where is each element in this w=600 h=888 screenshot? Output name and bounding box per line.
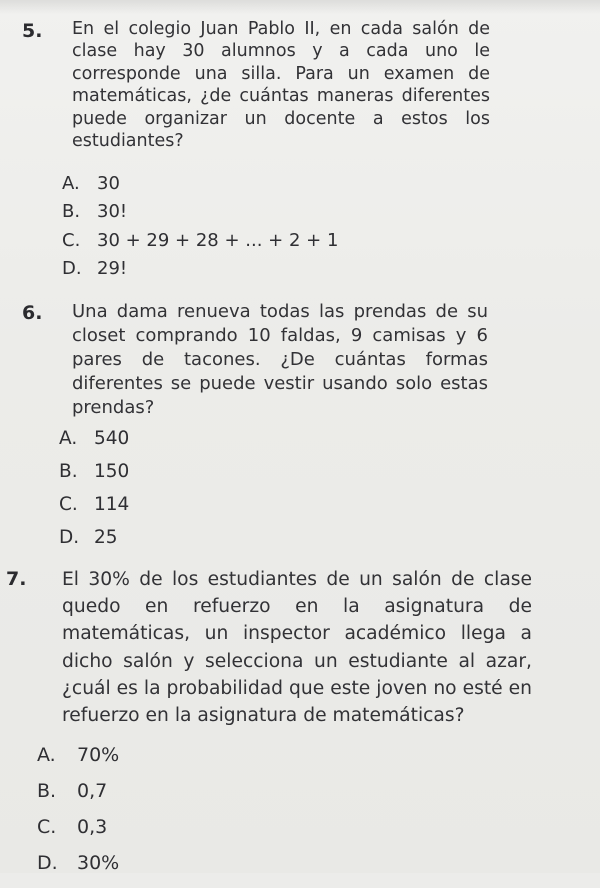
option-value: 29! [97,257,128,279]
question-number: 6. [22,302,43,324]
question-text: El 30% de los estudiantes de un salón de clase quedo en refuerzo en la asignatura de matemáticas, un inspector académico llega a dicho salón y selecciona un estudiante al azar, ¿cuál es la probabilidad que este joven no esté en refuerzo en la asignatura de matemáticas? [62,569,532,727]
option-d[interactable] [59,527,129,560]
option-value: 150 [94,461,130,482]
option-letter: B. [59,461,78,482]
option-value: 0,7 [77,780,108,802]
option-letter: D. [37,852,58,874]
option-letter: B. [62,201,81,223]
answer-options [37,744,119,888]
question-text: Una dama renueva todas las prendas de su closet comprando 10 faldas, 9 camisas y 6 pares de tacones. ¿De cuántas formas diferentes se puede vestir usando solo estas prendas? [72,301,488,418]
option-b[interactable] [37,780,119,816]
question-number: 7. [6,568,27,590]
option-letter: C. [59,494,78,515]
option-b[interactable] [59,461,129,494]
option-value: 114 [94,494,130,515]
option-d[interactable] [62,258,338,286]
answer-options [59,428,129,560]
option-b[interactable] [62,201,338,229]
option-value: 30 + 29 + 28 + ... + 2 + 1 [97,229,339,251]
option-c[interactable] [37,816,119,852]
option-a[interactable] [37,744,119,780]
option-d[interactable] [37,852,119,888]
option-a[interactable] [59,428,129,461]
question-number: 5. [22,20,43,42]
option-a[interactable] [62,173,338,201]
option-letter: B. [37,780,57,802]
question-text: En el colegio Juan Pablo II, en cada salón de clase hay 30 alumnos y a cada uno le corresponde una silla. Para un examen de matemáticas, ¿de cuántas maneras diferentes puede organizar un docente a estos los estudiantes? [72,19,490,152]
option-value: 30% [77,852,120,874]
option-letter: A. [37,744,56,766]
option-letter: C. [37,816,57,838]
option-letter: D. [62,257,82,279]
option-value: 30 [97,173,120,194]
option-value: 0,3 [77,816,108,838]
option-c[interactable] [59,494,129,527]
option-value: 70% [77,744,120,766]
option-value: 30! [97,201,128,223]
option-letter: D. [59,527,80,548]
option-value: 540 [94,428,130,449]
option-letter: C. [62,229,81,251]
page-top-shadow [0,0,600,14]
option-letter: A. [59,428,78,449]
answer-options [62,173,338,286]
option-letter: A. [62,173,80,194]
option-c[interactable] [62,230,338,258]
option-value: 25 [94,527,118,548]
